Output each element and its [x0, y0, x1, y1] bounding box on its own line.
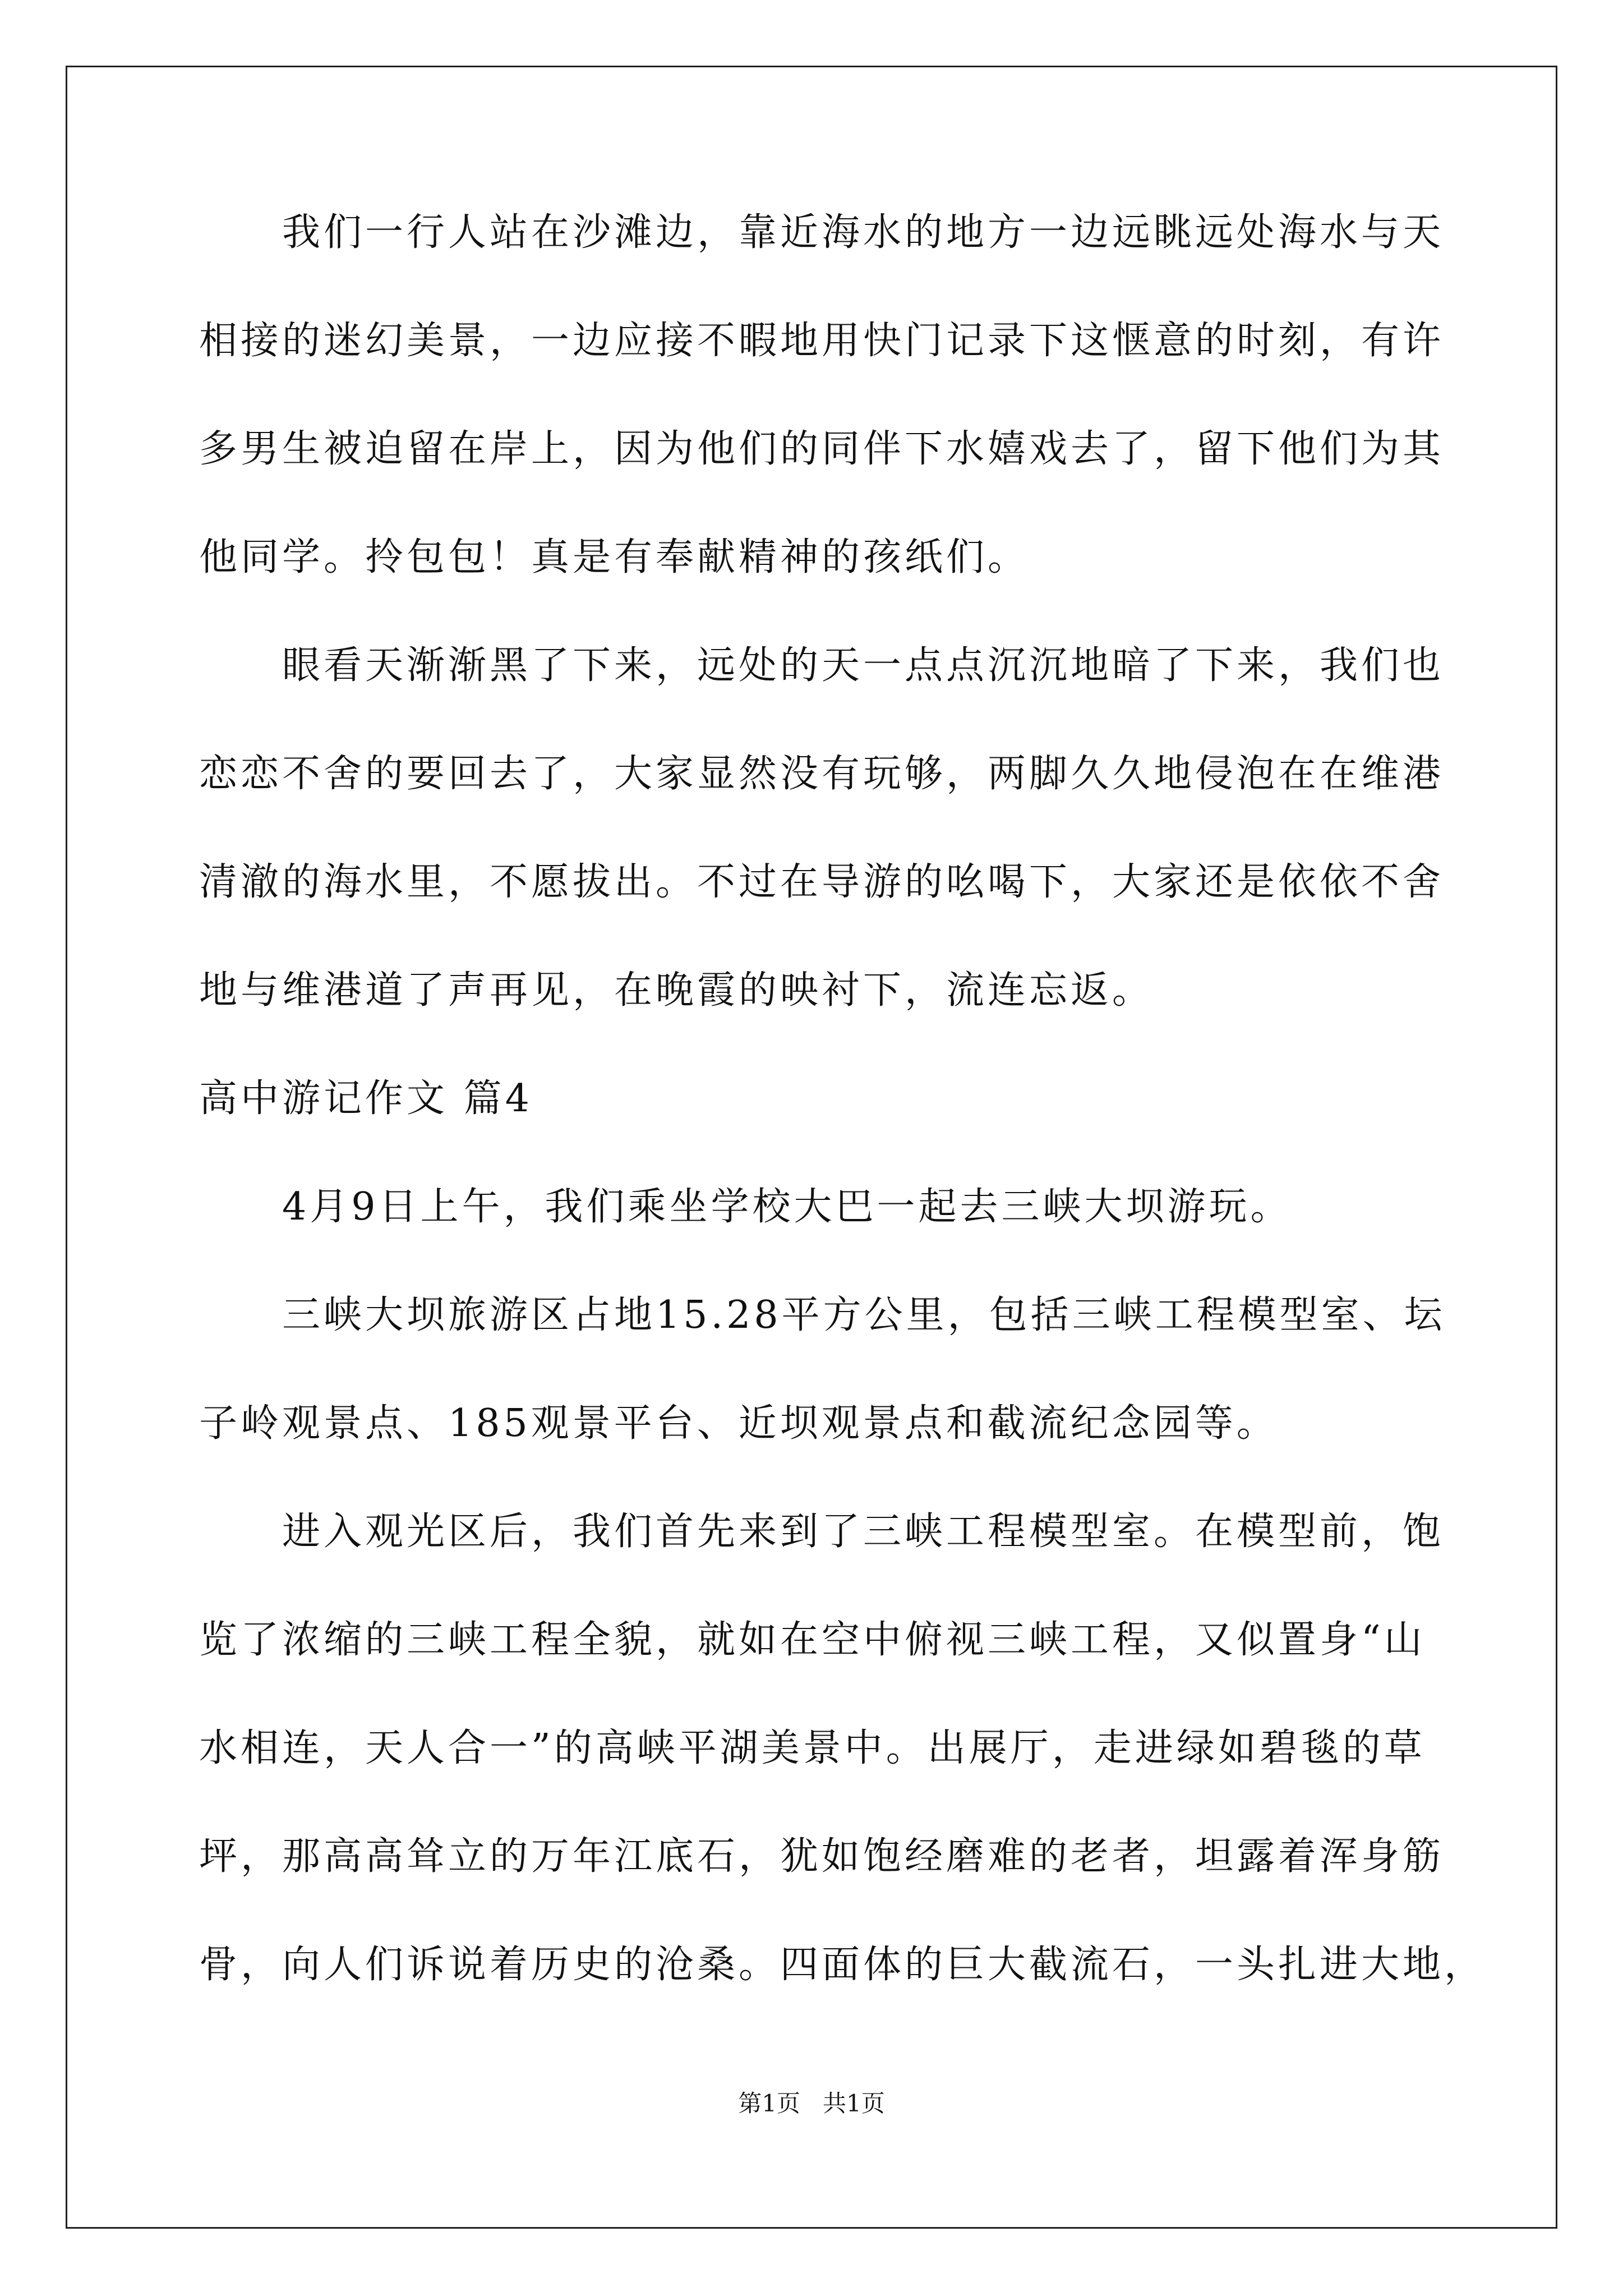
paragraph-line: 清澈的海水里，不愿拔出。不过在导游的吆喝下，大家还是依依不舍 — [199, 860, 1445, 904]
paragraph-line: 三峡大坝旅游区占地15.28平方公里，包括三峡工程模型室、坛 — [282, 1293, 1446, 1337]
paragraph-line: 4月9日上午，我们乘坐学校大巴一起去三峡大坝游玩。 — [282, 1185, 1292, 1229]
paragraph-line: 眼看天渐渐黑了下来，远处的天一点点沉沉地暗了下来，我们也 — [282, 643, 1445, 688]
paragraph-line: 我们一行人站在沙滩边，靠近海水的地方一边远眺远处海水与天 — [282, 210, 1445, 255]
paragraph-line: 览了浓缩的三峡工程全貌，就如在空中俯视三峡工程，又似置身“山 — [199, 1618, 1426, 1662]
paragraph-line: 坪，那高高耸立的万年江底石，犹如饱经磨难的老者，坦露着浑身筋 — [199, 1834, 1445, 1879]
page-footer: 第1页 共1页 — [738, 2090, 885, 2117]
section-heading: 高中游记作文 篇4 — [199, 1076, 533, 1121]
paragraph-line: 恋恋不舍的要回去了，大家显然没有玩够，两脚久久地侵泡在在维港 — [199, 752, 1445, 796]
paragraph-line: 多男生被迫留在岸上，因为他们的同伴下水嬉戏去了，留下他们为其 — [199, 427, 1445, 471]
paragraph-line: 水相连，天人合一”的高峡平湖美景中。出展厅，走进绿如碧毯的草 — [199, 1726, 1426, 1770]
paragraph-line: 地与维港道了声再见，在晚霞的映衬下，流连忘返。 — [199, 968, 1154, 1013]
paragraph-line: 相接的迷幻美景，一边应接不暇地用快门记录下这惬意的时刻，有许 — [199, 319, 1445, 363]
paragraph-line: 他同学。拎包包！真是有奉献精神的孩纸们。 — [199, 535, 1030, 579]
paragraph-line: 进入观光区后，我们首先来到了三峡工程模型室。在模型前，饱 — [282, 1510, 1445, 1554]
page-border — [66, 66, 1557, 2229]
paragraph-line: 子岭观景点、185观景平台、近坝观景点和截流纪念园等。 — [199, 1401, 1278, 1446]
paragraph-line: 骨，向人们诉说着历史的沧桑。四面体的巨大截流石，一头扎进大地， — [199, 1943, 1486, 1987]
